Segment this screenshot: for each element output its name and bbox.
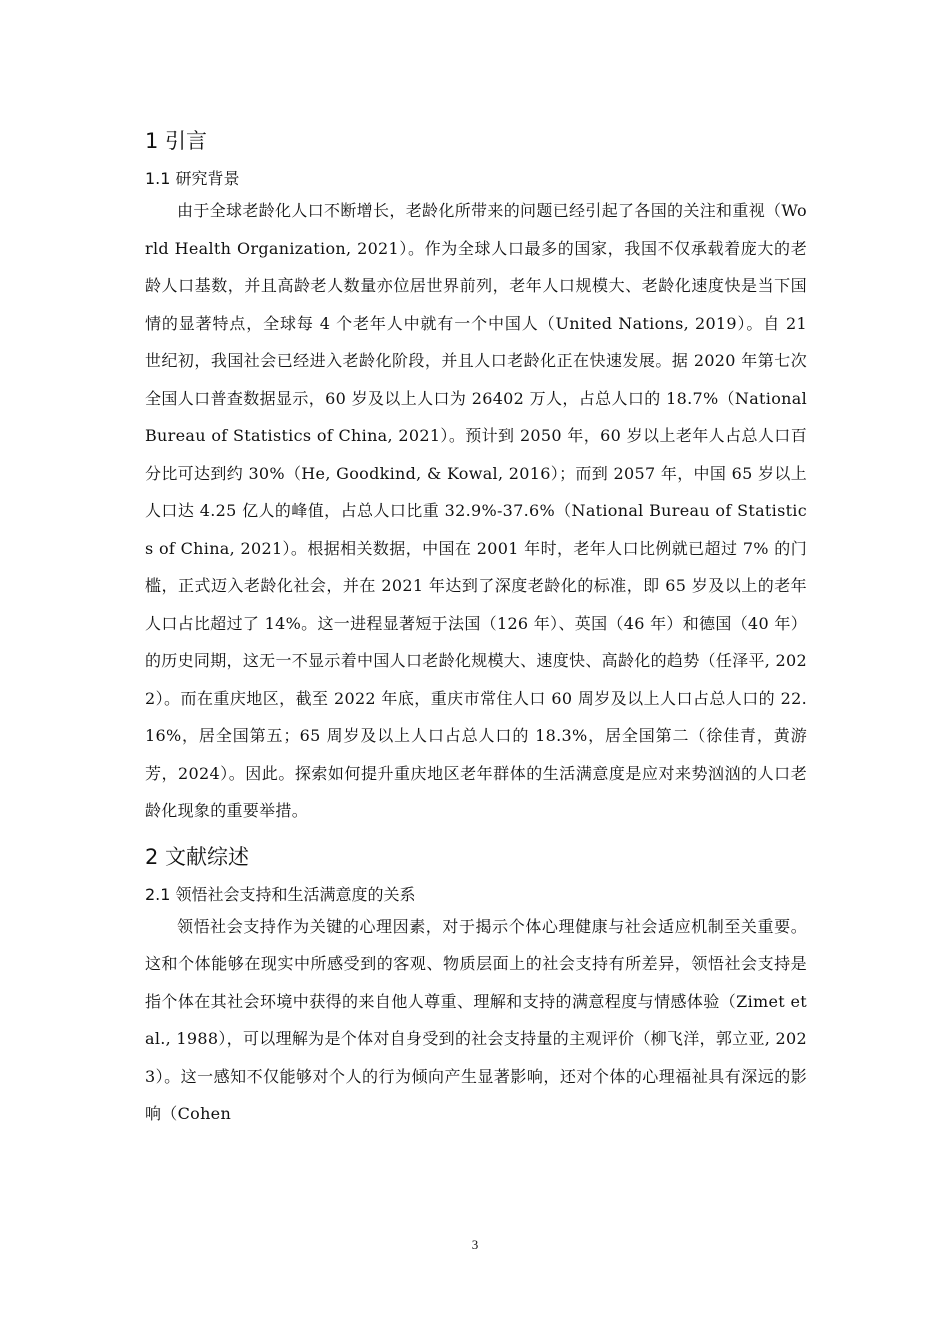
page-content — [145, 124, 807, 1133]
subsection-heading-research-background: 1.1 研究背景 — [145, 169, 240, 188]
page-number: 3 — [471, 1237, 479, 1252]
subsection-heading-social-support: 2.1 领悟社会支持和生活满意度的关系 — [145, 884, 416, 904]
paragraph-research-background: 由于全球老龄化人口不断增长，老龄化所带来的问题已经引起了各国的关注和重视（World Health Organization, 2021）。作为全球人口最多的国家，我国不仅承载着庞大的老龄人口基数，并且高龄老人数量亦位居世界前列，老年人口规模大、老龄化速度快是当下国情的显著特点，全球每 4 个老年人中就有一个中国人（United Nations, 2019）。自 21 世纪初，我国社会已经进入老龄化阶段，并且人口老龄化正在快速发展。据 2020 年第七次全国人口普查数据显示，60 岁及以上人口为 26402 万人，占总人口的 18.7%（National Bureau of Statistics of China, 2021）。预计到 2050 年，60 岁以上老年人占总人口百分比可达到约 30%（He, Goodkind, & Kowal, 2016）；而到 2057 年，中国 65 岁以上人口达 4.25 亿人的峰值，占总人口比重 32.9%-37.6%（National Bureau of Statistics of China, 2021）。根据相关数据，中国在 2001 年时，老年人口比例就已超过 7% 的门槛，正式迈入老龄化社会，并在 2021 年达到了深度老龄化的标准，即 65 岁及以上的老年人口占比超过了 14%。这一进程显著短于法国（126 年）、英国（46 年）和德国（40 年）的历史同期，这无一不显示着中国人口老龄化规模大、速度快、高龄化的趋势（任泽平, 2022）。而在重庆地区，截至 2022 年底，重庆市常住人口 60 周岁及以上人口占总人口的 22.16%，居全国第五；65 周岁及以上人口占总人口的 18.3%，居全国第二（徐佳青，黄游芳，2024）。因此。探索如何提升重庆地区老年群体的生活满意度是应对来势汹汹的人口老龄化现象的重要举措。 — [145, 201, 807, 820]
paragraph-social-support: 领悟社会支持作为关键的心理因素，对于揭示个体心理健康与社会适应机制至关重要。这和个体能够在现实中所感受到的客观、物质层面上的社会支持有所差异，领悟社会支持是指个体在其社会环境中获得的来自他人尊重、理解和支持的满意程度与情感体验（Zimet et al., 1988），可以理解为是个体对自身受到的社会支持量的主观评价（柳飞洋，郭立亚, 2023）。这一感知不仅能够对个人的行为倾向产生显著影响，还对个体的心理福祉具有深远的影响（Cohen — [145, 916, 807, 1123]
section-heading-introduction: 1 引言 — [145, 129, 208, 153]
section-spacer — [145, 830, 807, 840]
section-heading-literature-review: 2 文献综述 — [145, 844, 250, 869]
